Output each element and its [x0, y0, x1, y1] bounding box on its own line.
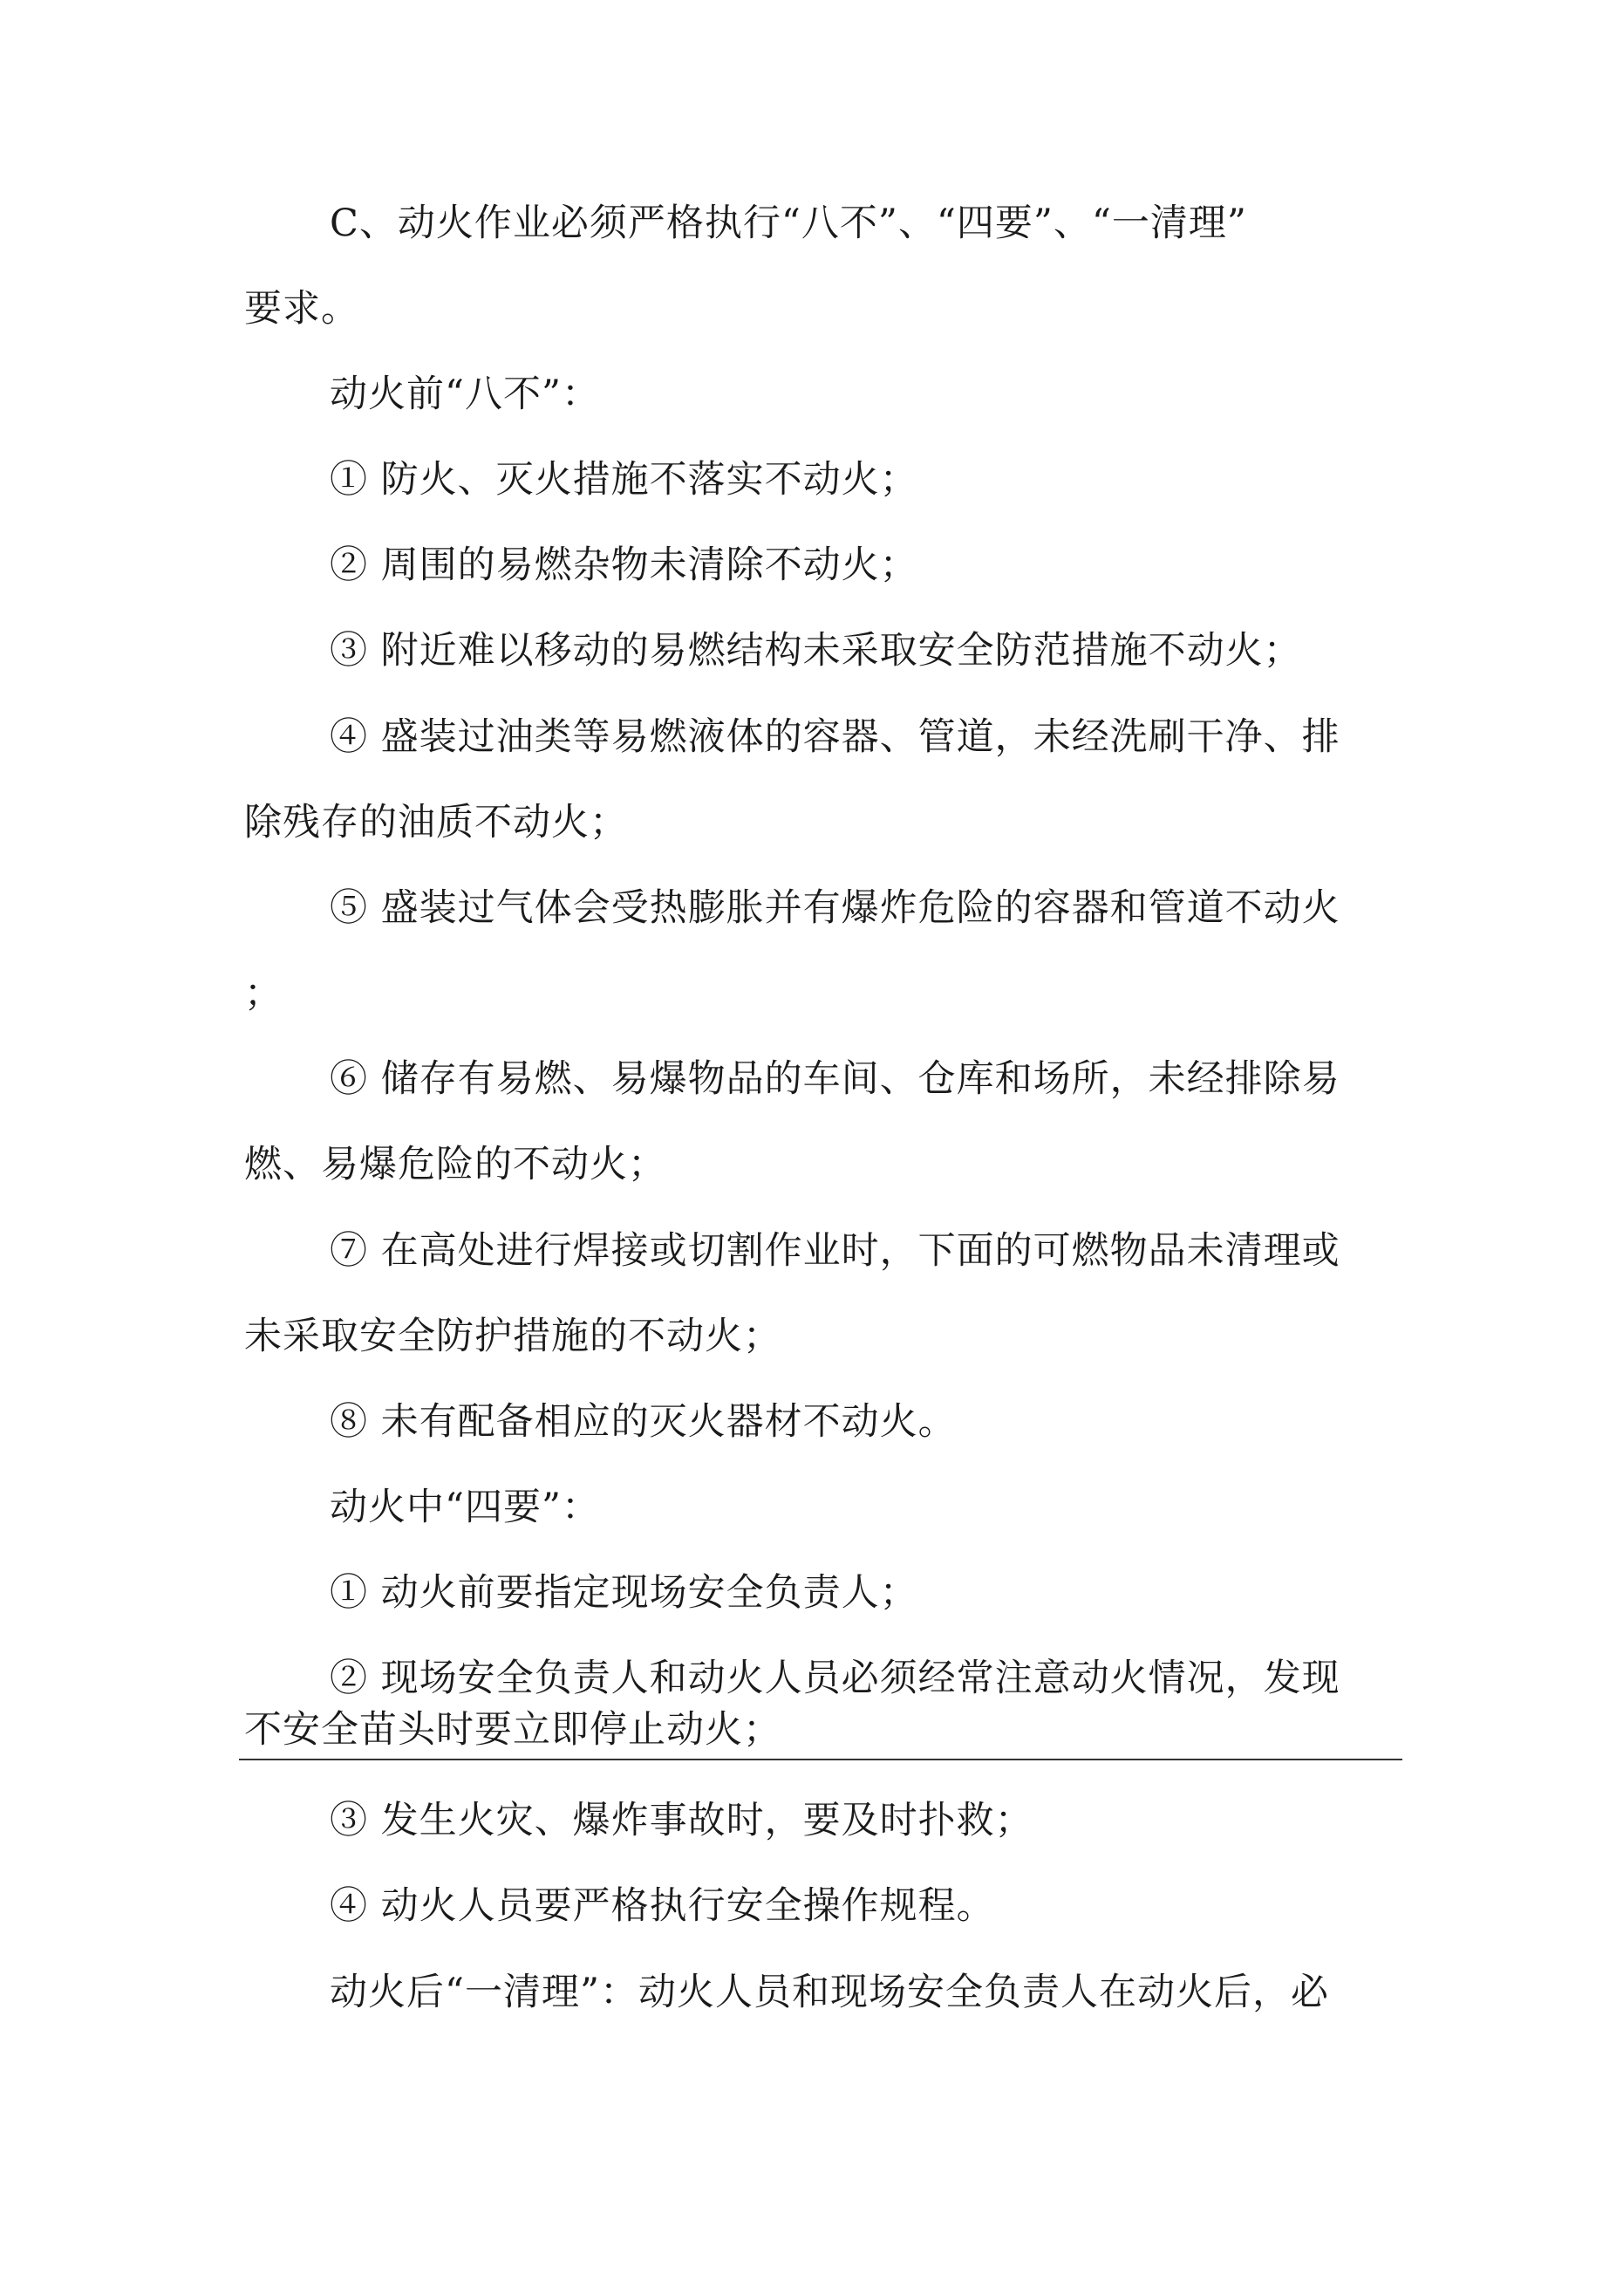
list-item: ③ 附近难以移动的易燃结构未采取安全防范措施不动火； — [330, 629, 1302, 673]
list-item-continuation: 除残存的油质不动火； — [244, 801, 628, 844]
list-item: ⑦ 在高处进行焊接或切割作业时，下面的可燃物品未清理或 — [330, 1229, 1340, 1273]
paragraph-line: C、动火作业必须严格执行“八不”、“四要”、“一清理” — [330, 202, 1247, 245]
list-item: ① 动火前要指定现场安全负责人； — [330, 1571, 918, 1615]
list-item: ② 现场安全负责人和动火人员必须经常注意动火情况，发现 — [330, 1657, 1340, 1700]
list-item-continuation: 未采取安全防护措施的不动火； — [244, 1315, 781, 1358]
section-heading: 动火前“八不”： — [330, 372, 600, 416]
list-item: ③ 发生火灾、爆炸事故时，要及时扑救； — [330, 1799, 1033, 1842]
list-item: ② 周围的易燃杂物未清除不动火； — [330, 543, 918, 587]
list-item-continuation: ； — [244, 972, 283, 1015]
section-heading: 动火后“一清理”：动火人员和现场安全负责人在动火后，必 — [330, 1971, 1329, 2014]
list-item-continuation: 燃、易爆危险的不动火； — [244, 1143, 666, 1186]
list-item: ⑥ 储存有易燃、易爆物品的车间、仓库和场所，未经排除易 — [330, 1057, 1340, 1101]
list-item: ⑧ 未有配备相应的灭火器材不动火。 — [330, 1400, 957, 1444]
list-item: ④ 盛装过油类等易燃液体的容器、管道，未经洗刷干净、排 — [330, 715, 1340, 759]
list-item: ① 防火、灭火措施不落实不动火； — [330, 458, 918, 502]
section-heading: 动火中“四要”： — [330, 1486, 600, 1529]
paragraph-line: 要求。 — [244, 287, 359, 331]
list-item: ⑤ 盛装过气体会受热膨胀并有爆炸危险的容器和管道不动火 — [330, 886, 1340, 930]
list-item: ④ 动火人员要严格执行安全操作规程。 — [330, 1884, 995, 1928]
list-item-continuation: 不安全苗头时要立即停止动火； — [244, 1708, 781, 1752]
horizontal-rule — [239, 1759, 1402, 1760]
